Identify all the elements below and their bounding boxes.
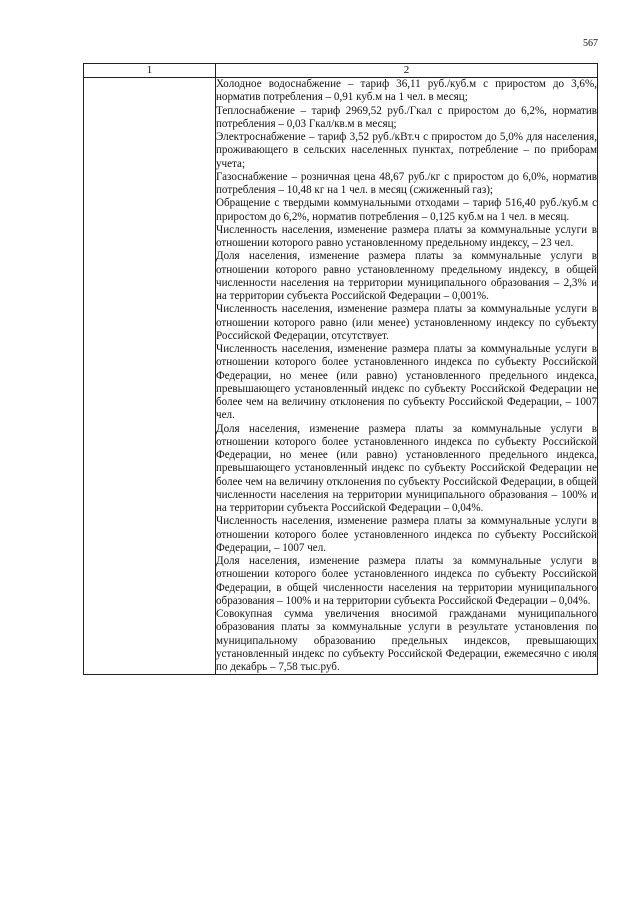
column-header-2: 2 — [216, 64, 598, 78]
paragraph-share-equal-limit: Доля населения, изменение размера платы за коммунальные услуги в отношении которого равно установленному предельному индексу, в общей численности населения на территории муниципального образования – 2,3% и на территории субъекта Российской Федерации – 0,001%. — [216, 250, 597, 302]
paragraph-heat-supply: Теплоснабжение – тариф 2969,52 руб./Гкал с приростом до 6,2%, норматив потребления – 0,03 Гкал/кв.м в месяц; — [216, 104, 597, 130]
paragraph-share-above-index-within-deviation: Доля населения, изменение размера платы за коммунальные услуги в отношении которого более установленного индекса по субъекту Российской Федерации, но менее (или равно) установленного предельного индекса, превышающего установленный индекс по субъекту Российской Федерации не более чем на величину отклонения по субъекту Российской Федерации, в общей численности населения на территории муниципального образования – 100% и на территории субъекта Российской Федерации – 0,04%. — [216, 422, 597, 514]
paragraph-electricity-supply: Электроснабжение – тариф 3,52 руб./кВт.ч с приростом до 5,0% для населения, проживающего в сельских населенных пунктах, потребление – по приборам учета; — [216, 131, 597, 170]
content-cell — [216, 78, 598, 675]
paragraph-total-increase-sum: Совокупная сумма увеличения вносимой гражданами муниципального образования платы за коммунальные услуги в результате установления по муниципальному образованию предельных индексов, превышающих установленный индекс по субъекту Российской Федерации, ежемесячно с июля по декабрь – 7,58 тыс.руб. — [216, 608, 597, 673]
paragraph-population-above-index: Численность населения, изменение размера платы за коммунальные услуги в отношении которого более установленного индекса по субъекту Российской Федерации, – 1007 чел. — [216, 515, 597, 554]
paragraph-population-above-index-within-deviation: Численность населения, изменение размера платы за коммунальные услуги в отношении которого более установленного индекса по субъекту Российской Федерации, но менее (или равно) установленного предельного индекса, превышающего установленный индекс по субъекту Российской Федерации не более чем на величину отклонения по субъекту Российской Федерации, – 1007 чел. — [216, 343, 597, 422]
table-header-row — [84, 64, 598, 78]
document-table — [83, 63, 598, 675]
column-header-1: 1 — [84, 64, 216, 78]
table-row — [84, 78, 598, 675]
paragraph-population-equal-or-less-index: Численность населения, изменение размера платы за коммунальные услуги в отношении которого равно (или менее) установленному индексу по субъекту Российской Федерации, отсутствует. — [216, 303, 597, 342]
paragraph-gas-supply: Газоснабжение – розничная цена 48,67 руб./кг с приростом до 6,0%, норматив потребления – 10,48 кг на 1 чел. в месяц (сжиженный газ); — [216, 170, 597, 196]
paragraph-solid-waste: Обращение с твердыми коммунальными отходами – тариф 516,40 руб./куб.м с приростом до 6,2%, норматив потребления – 0,125 куб.м на 1 чел. в месяц. — [216, 197, 597, 223]
paragraph-population-equal-limit: Численность населения, изменение размера платы за коммунальные услуги в отношении которого равно установленному предельному индексу, – 23 чел. — [216, 223, 597, 249]
paragraph-cold-water-supply: Холодное водоснабжение – тариф 36,11 руб./куб.м с приростом до 3,6%, норматив потребления – 0,91 куб.м на 1 чел. в месяц; — [216, 78, 597, 104]
paragraph-share-above-index: Доля населения, изменение размера платы за коммунальные услуги в отношении которого более установленного индекса по субъекту Российской Федерации, в общей численности населения на территории муниципального образования – 100% и на территории субъекта Российской Федерации – 0,04%. — [216, 555, 597, 607]
empty-column-1-cell — [84, 78, 216, 675]
page-number: 567 — [583, 38, 598, 49]
